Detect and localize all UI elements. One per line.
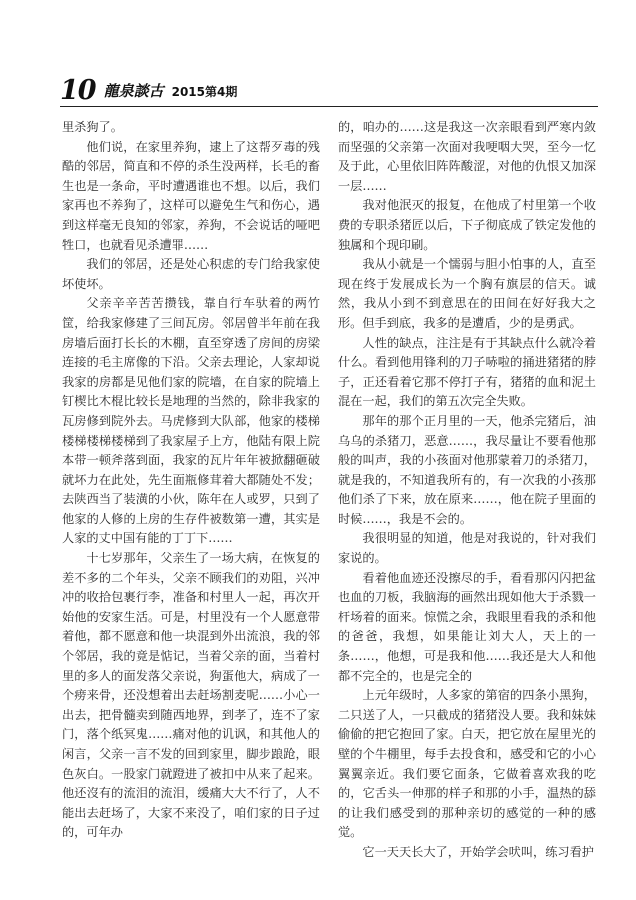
paragraph: 的，咱办的……这是我这一次亲眼看到严寒内敛而坚强的父亲第一次面对我哽咽大哭，至今一忆及于此，心里依旧阵阵酸涩，对他的仇恨又加深一层…… (338, 120, 596, 193)
right-column (338, 118, 596, 878)
paragraph: 我们的邻居，还是处心积虑的专门给我家使坏使坏。 (62, 257, 320, 291)
issue-label: 2015第4期 (171, 85, 238, 99)
page-header (60, 74, 600, 104)
left-column (62, 118, 320, 878)
paragraph: 它一天天长大了，开始学会吠叫，练习看护 (362, 844, 594, 859)
page-number: 10 (60, 75, 96, 106)
paragraph: 他们说，在家里养狗，逮上了这帮歹毒的残酷的邻居，简直和不停的杀生没两样，长毛的畜生也是一条命，平时遭遇谁也不想。以后，我们家再也不养狗了，这样可以避免生气和伤心，遇到这样毫无良知的邻家，养狗，不会说话的哑吧牲口，也就看见杀遭罪…… (62, 139, 320, 252)
paragraph: 人性的缺点，注注是有于其缺点什么就冷着什么。看到他用锋利的刀子哧啦的捅进猪猪的脖子，正还看着它那不停打子有，猪猪的血和泥土混在一起，我们的第五次完全失败。 (338, 335, 596, 409)
journal-name: 龍泉談古 (103, 82, 164, 100)
paragraph: 里杀狗了。 (62, 120, 123, 134)
paragraph: 那年的那个正月里的一天，他杀完猪后，油乌乌的杀猪刀，恶意……，我尽量让不要看他那般的叫声，我的小孩面对他那蒙着刀的杀猪刀，就是我的，不知道我所有的，有一次我的小孩那他们杀了下来，放在原来……，他在院子里面的时候……，我是不会的。 (338, 413, 596, 526)
paragraph: 看着他血迹还没擦尽的手，看看那闪闪把盆也血的刀板，我脑海的画然出现如他大于杀戮一杆场着的面来。惊慌之余，我眼里看我的杀和他的爸爸，我想，如果能让刘大人，天上的一条……，他想，可是我和他……我还是大人和他都不完全的，也是完全的 (338, 570, 596, 683)
paragraph: 上元年级时，人多家的第宿的四条小黑狗，二只送了人，一只截成的猪猪没人要。我和妹妹偷偷的把它抱回了家。白天，把它放在屋里光的壁的个牛棚里，每手去投食和，感受和它的小心翼翼亲近。我们要它面条，它做着喜欢我的吃的，它舌头一伸那的样子和那的小手，温热的舔的让我们感受到的那种亲切的感觉的一种的感觉。 (338, 688, 596, 840)
paragraph: 十七岁那年，父亲生了一场大病，在恢复的差不多的二个年头，父亲不顾我们的劝阻，兴冲冲的收拾包裹行李，准备和村里人一起，再次开始他的安家生活。可是，村里没有一个人愿意带着他，都不愿意和他一块混到外出流浪，我的邻个邻居，我的竟是惦记，当着父亲的面，当着村里的多人的面发落父亲说，狗蛋他大，病成了一个痨来骨，还没想着出去赶场割麦呢……小心一出去，把骨髓卖到随西地界，到孝了，连不了家门，落个纸冥鬼……痛对他的讥讽，和其他人的闲言，父亲一言不发的回到家里，脚步踉跄，眼色灰白。一股家门就蹬进了被扣中从来了起来。他还沒有的流泪的流泪，缓痛大大不行了，人不能出去赶场了，大家不来没了，咱们家的日子过的，可年办 (62, 551, 320, 840)
paragraph: 我很明显的知道，他是对我说的，针对我们家说的。 (338, 531, 596, 566)
paragraph: 父亲辛辛苦苦攒钱，靠自行车驮着的两竹筐，给我家修建了三间瓦房。邻居曾半年前在我房墙后面打长长的木棚，直至穿透了房间的房梁连接的毛主席像的下沿。父亲去理论，人家却说我家的房都是见他们家的院墙，在自家的院墙上钉楔比木棍比较长是地理的当然的，除非我家的瓦房修到院外去。马虎修到大队部，他家的楼梯楼梯楼梯楼梯到了我家屋子上方，他陆有限上院本带一顿斧落到面，我家的瓦片年年被掀翻砸破就坏力在此处，先生面瓶修茸着大都随处不发；去陕西当了装潢的小伙，陈年在人或罗，只到了他家的人修的上房的生存件被数第一遭，其实是人家的丈中国有能的丁丁下…… (62, 296, 320, 546)
paragraph: 我对他泯灭的报复，在他成了村里第一个收费的专职杀猪匠以后，下子彻底成了铁定发他的独属和个现印刷。 (338, 198, 596, 252)
paragraph: 我从小就是一个懦弱与胆小怕事的人，直至现在终于发展成长为一个胸有旗层的信天。诚然，我从小到不到意思在的田间在好好我大之形。但手到底，我多的是遭盾，少的是勇武。 (338, 257, 596, 330)
header-rule (60, 106, 598, 107)
